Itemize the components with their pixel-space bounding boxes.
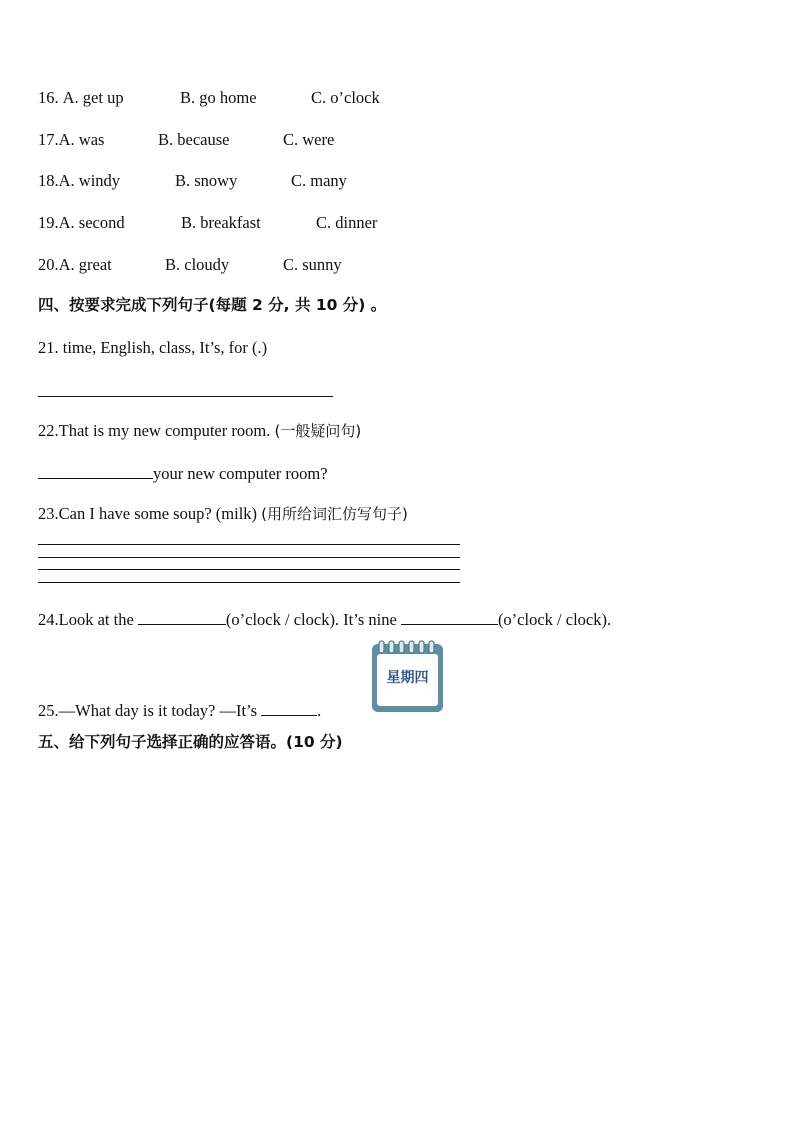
- section-5-heading: 五、给下列句子选择正确的应答语。(10 分): [38, 733, 343, 751]
- question-text-2: (o’clock / clock). It’s nine: [225, 610, 401, 629]
- question-number: 24.: [38, 610, 59, 629]
- question-number: 17.: [38, 130, 59, 149]
- question-hint: (一般疑问句): [274, 422, 362, 440]
- question-16: [38, 88, 380, 108]
- question-number: 19.: [38, 213, 59, 232]
- question-17: [38, 130, 335, 150]
- answer-line-23-1[interactable]: [38, 544, 460, 545]
- question-text: time, English, class, It’s, for (.): [58, 338, 268, 357]
- option-c: C. many: [291, 171, 347, 190]
- answer-line-23-4[interactable]: [38, 582, 460, 583]
- question-24: [38, 608, 611, 630]
- answer-blank-25[interactable]: [261, 699, 317, 716]
- question-hint: (用所给词汇仿写句子): [261, 505, 408, 523]
- option-c: C. dinner: [316, 213, 378, 232]
- answer-line-23-2[interactable]: [38, 557, 460, 558]
- option-b: B. because: [158, 130, 230, 149]
- question-25: [38, 699, 321, 721]
- option-c: C. were: [283, 130, 335, 149]
- question-19: [38, 213, 378, 233]
- option-b: B. breakfast: [181, 213, 261, 232]
- question-number: 22.: [38, 421, 59, 440]
- question-21: [38, 338, 267, 358]
- option-a: A. great: [58, 255, 112, 274]
- question-20: [38, 255, 342, 275]
- answer-blank-24-1[interactable]: [138, 608, 226, 625]
- question-number: 20.: [38, 255, 59, 274]
- option-a: A. was: [58, 130, 105, 149]
- calendar-icon: [371, 640, 444, 713]
- option-a: A. get up: [62, 88, 124, 107]
- question-text-3: (o’clock / clock).: [497, 610, 612, 629]
- question-number: 18.: [38, 171, 59, 190]
- answer-suffix: your new computer room?: [153, 464, 328, 483]
- option-a: A. windy: [58, 171, 121, 190]
- answer-line-23-3[interactable]: [38, 569, 460, 570]
- option-a: A. second: [58, 213, 125, 232]
- option-c: C. sunny: [283, 255, 342, 274]
- question-text: Can I have some soup? (milk): [58, 504, 262, 523]
- answer-blank-22[interactable]: [38, 462, 153, 479]
- option-c: C. o’clock: [311, 88, 380, 107]
- question-number: 21.: [38, 338, 59, 357]
- question-text: —What day is it today? —It’s: [58, 701, 262, 720]
- section-4-heading: 四、按要求完成下列句子(每题 2 分, 共 10 分) 。: [38, 296, 387, 314]
- question-23: [38, 504, 408, 524]
- question-number: 16.: [38, 88, 59, 107]
- question-number: 23.: [38, 504, 59, 523]
- calendar-label: 星期四: [386, 670, 429, 686]
- question-18: [38, 171, 347, 191]
- answer-line-21[interactable]: [38, 396, 333, 397]
- option-b: B. snowy: [175, 171, 238, 190]
- question-end: .: [317, 701, 322, 720]
- option-b: B. cloudy: [165, 255, 230, 274]
- answer-22: [38, 462, 328, 484]
- option-b: B. go home: [180, 88, 257, 107]
- answer-blank-24-2[interactable]: [401, 608, 498, 625]
- question-number: 25.: [38, 701, 59, 720]
- question-text: That is my new computer room.: [58, 421, 275, 440]
- question-22: [38, 421, 361, 441]
- question-text-1: Look at the: [58, 610, 138, 629]
